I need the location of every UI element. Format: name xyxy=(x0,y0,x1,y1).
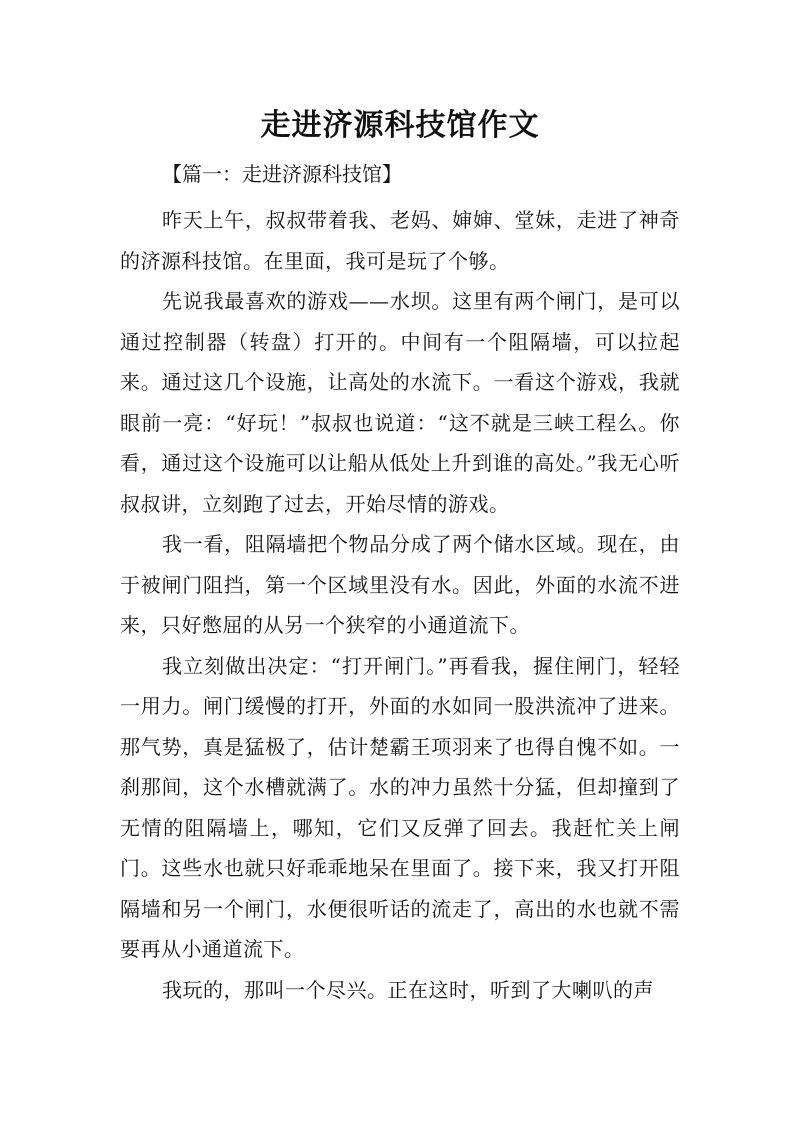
paragraph: 昨天上午，叔叔带着我、老妈、婶婶、堂妹，走进了神奇的济源科技馆。在里面，我可是玩了个够。 xyxy=(120,208,680,273)
document-title: 走进济源科技馆作文 xyxy=(260,108,540,143)
paragraph: 先说我最喜欢的游戏——水坝。这里有两个闸门，是可以通过控制器（转盘）打开的。中间有一个阻隔墙，可以拉起来。通过这几个设施，让高处的水流下。一看这个游戏，我就眼前一亮：“好玩！”叔叔也说道：“这不就是三峡工程么。你看，通过这个设施可以让船从低处上升到谁的高处。”我无心听叔叔讲，立刻跑了过去，开始尽情的游戏。 xyxy=(120,289,680,516)
paragraph: 我立刻做出决定：“打开闸门。”再看我，握住闸门，轻轻一用力。闸门缓慢的打开，外面的水如同一股洪流冲了进来。那气势，真是猛极了，估计楚霸王项羽来了也得自愧不如。一刹那间，这个水槽就满了。水的冲力虽然十分猛，但却撞到了无情的阻隔墙上，哪知，它们又反弹了回去。我赶忙关上闸门。这些水也就只好乖乖地呆在里面了。接下来，我又打开阻隔墙和另一个闸门，水便很听话的流走了，高出的水也就不需要再从小通道流下。 xyxy=(120,653,680,961)
document-body xyxy=(120,200,680,1010)
section-heading: 【篇一：走进济源科技馆】 xyxy=(162,162,402,186)
paragraph: 我玩的，那叫一个尽兴。正在这时，听到了大喇叭的声 xyxy=(162,977,654,1002)
paragraph: 我一看，阻隔墙把个物品分成了两个储水区域。现在，由于被闸门阻挡，第一个区域里没有水。因此，外面的水流不进来，只好憋屈的从另一个狭窄的小通道流下。 xyxy=(120,532,680,637)
